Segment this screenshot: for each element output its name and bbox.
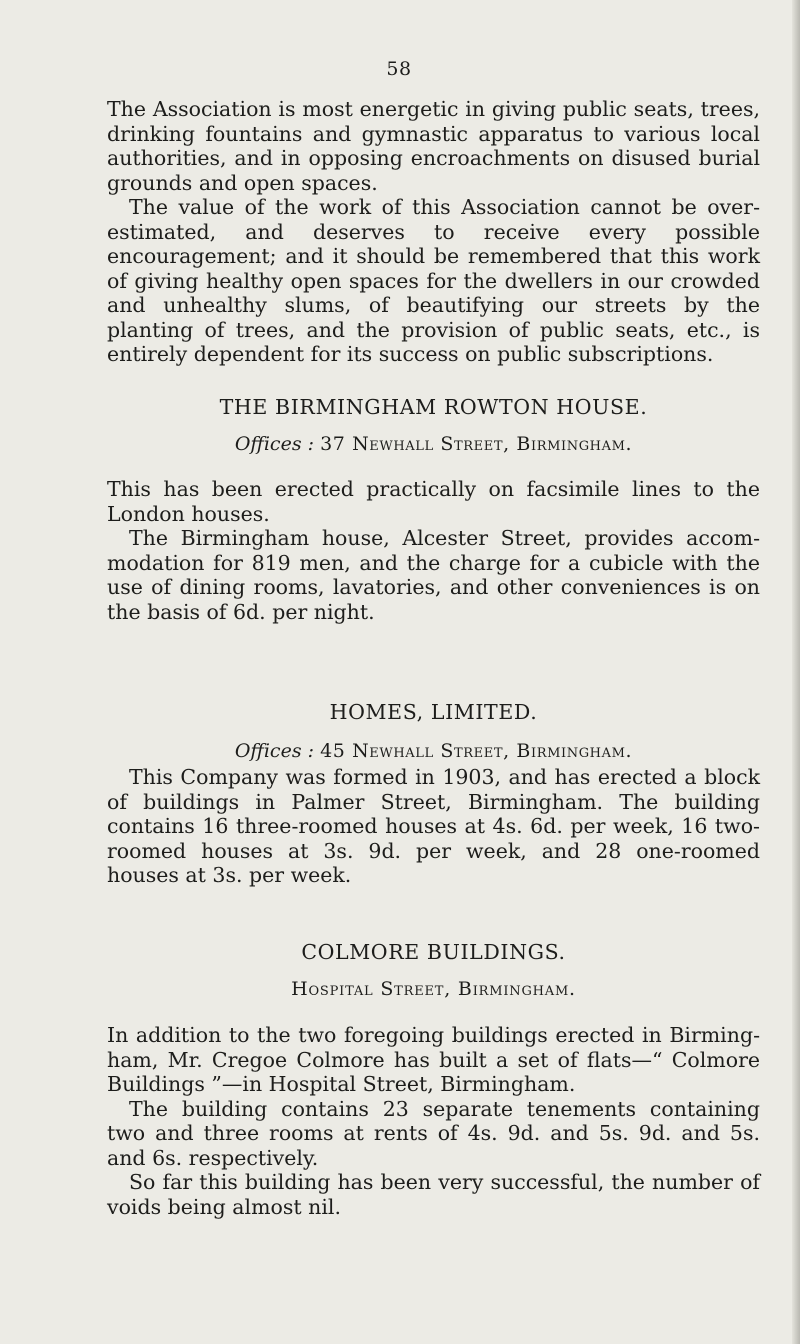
colmore-paragraph-3: So far this building has been very successful, the number of voids being almost nil. xyxy=(107,1170,760,1219)
rowton-offices-label: Offices : xyxy=(234,433,315,455)
colmore-paragraph-2: The building contains 23 separate tenements containing two and three rooms at rents of 4s. 9d. and 5s. 9d. and 5s. and 6s. respectively. xyxy=(107,1096,760,1170)
rowton-paragraph-1: This has been erected practically on facsimile lines to the London houses. xyxy=(107,477,760,526)
intro-paragraph-1: The Association is most energetic in giving public seats, trees, drinking fountains and gymnastic apparatus to various local authorities, and in opposing encroachments on disused burial grounds and open spaces. xyxy=(107,97,760,195)
homes-section xyxy=(107,765,760,888)
homes-offices-label: Offices : xyxy=(234,740,315,762)
rowton-offices xyxy=(107,433,760,455)
colmore-section xyxy=(107,1023,760,1219)
homes-offices-address: 45 Newhall Street, Birmingham. xyxy=(320,740,633,762)
page-edge xyxy=(792,0,800,1344)
colmore-heading: COLMORE BUILDINGS. xyxy=(301,940,566,964)
intro-paragraph-2: The value of the work of this Association cannot be over-estimated, and deserves to receive every possible encouragement; and it should be remembered that this work of giving healthy open spaces for the dwellers in our crowded and unhealthy slums, of beautifying our streets by the planting of trees, and the provision of public seats, etc., is entirely dependent for its success on public subscriptions. xyxy=(107,195,760,366)
rowton-offices-address: 37 Newhall Street, Birmingham. xyxy=(320,433,633,455)
colmore-paragraph-1: In addition to the two foregoing buildings erected in Birming-ham, Mr. Cregoe Colmore has built a set of flats—“ Colmore Buildings ”—in Hospital Street, Birmingham. xyxy=(107,1023,760,1096)
intro-section xyxy=(107,97,760,367)
homes-heading: HOMES, LIMITED. xyxy=(329,700,538,724)
colmore-street: Hospital Street, Birmingham. xyxy=(291,978,576,1000)
rowton-section xyxy=(107,477,760,624)
homes-paragraph-1: This Company was formed in 1903, and has erected a block of buildings in Palmer Street, Birmingham. The building contains 16 three-roomed houses at 4s. 6d. per week, 16 two-roomed houses at 3s. 9d. per week, and 28 one-roomed houses at 3s. per week. xyxy=(107,765,760,887)
rowton-heading: THE BIRMINGHAM ROWTON HOUSE. xyxy=(219,395,648,419)
page-number: 58 xyxy=(386,58,412,80)
rowton-paragraph-2: The Birmingham house, Alcester Street, provides accom-modation for 819 men, and the charge for a cubicle with the use of dining rooms, lavatories, and other conveniences is on the basis of 6d. per night. xyxy=(107,526,760,624)
homes-offices xyxy=(107,740,760,762)
